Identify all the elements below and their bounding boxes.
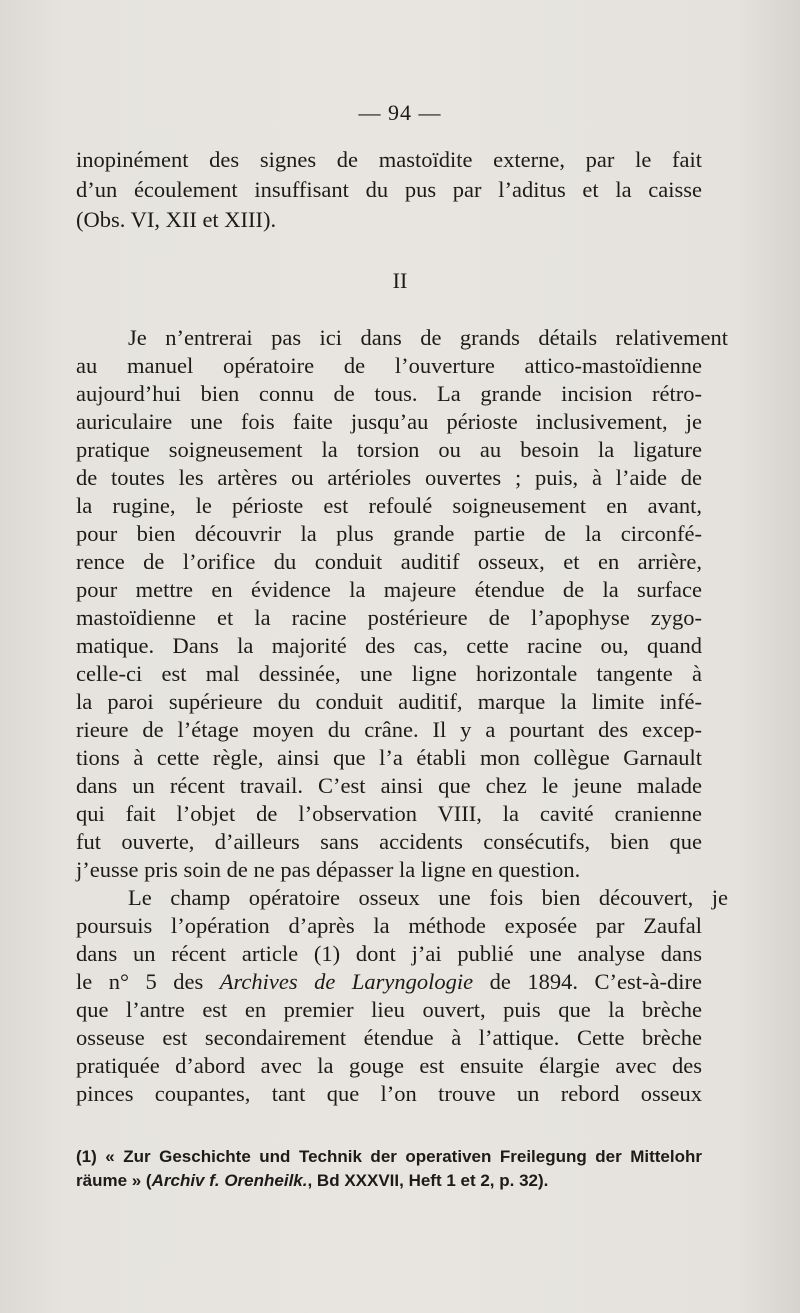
text-line: osseuse est secondairement étendue à l’attique. Cette brèche (76, 1025, 702, 1050)
text-line: fut ouverte, d’ailleurs sans accidents consécutifs, bien que (76, 829, 702, 854)
text-line: inopinément des signes de mastoïdite externe, par le fait (76, 147, 702, 172)
text-line (76, 968, 702, 995)
text-line: dans un récent travail. C’est ainsi que chez le jeune malade (76, 773, 702, 798)
text-line: celle-ci est mal dessinée, une ligne horizontale tangente à (76, 661, 702, 686)
footnote-line (76, 1146, 702, 1168)
text-line: poursuis l’opération d’après la méthode exposée par Zaufal (76, 913, 702, 938)
text-line: tions à cette règle, ainsi que l’a établi mon collègue Garnault (76, 745, 702, 770)
text-line: la rugine, le périoste est refoulé soigneusement en avant, (76, 493, 702, 518)
text-line: dans un récent article (1) dont j’ai publié une analyse dans (76, 941, 702, 966)
text-line: (Obs. VI, XII et XIII). (76, 207, 277, 232)
text-line: qui fait l’objet de l’observation VIII, la cavité cranienne (76, 801, 702, 826)
text-line: la paroi supérieure du conduit auditif, marque la limite infé- (76, 689, 702, 714)
journal-title: Archives de Laryngologie (219, 969, 474, 994)
text-line: pratique soigneusement la torsion ou au besoin la ligature (76, 437, 702, 462)
text-segment: le n° 5 des (76, 969, 220, 994)
text-line: matique. Dans la majorité des cas, cette racine ou, quand (76, 633, 702, 658)
text-line: auriculaire une fois faite jusqu’au périoste inclusivement, je (76, 409, 702, 434)
page-number: — 94 — (358, 100, 442, 125)
text-line: pour bien découvrir la plus grande partie de la circonfé- (76, 521, 702, 546)
text-line: Je n’entrerai pas ici dans de grands détails relativement (128, 325, 728, 350)
text-segment: de 1894. C’est-à-dire (473, 969, 702, 994)
text-line: de toutes les artères ou artérioles ouvertes ; puis, à l’aide de (76, 465, 702, 490)
text-line: que l’antre est en premier lieu ouvert, puis que la brèche (76, 997, 702, 1022)
journal-title: Archiv f. Orenheilk. (151, 1171, 308, 1190)
section-heading: II (392, 268, 408, 293)
footnote-text: räume » ( (76, 1171, 152, 1190)
text-line: au manuel opératoire de l’ouverture attico-mastoïdienne (76, 353, 702, 378)
footnote-text: , Bd XXXVII, Heft 1 et 2, p. 32). (307, 1171, 549, 1190)
footnote-line (76, 1170, 702, 1192)
text-line: mastoïdienne et la racine postérieure de l’apophyse zygo- (76, 605, 702, 630)
text-line: pinces coupantes, tant que l’on trouve un rebord osseux (76, 1081, 702, 1106)
text-line: rieure de l’étage moyen du crâne. Il y a pourtant des excep- (76, 717, 702, 742)
text-line: d’un écoulement insuffisant du pus par l’aditus et la caisse (76, 177, 702, 202)
text-line: j’eusse pris soin de ne pas dépasser la ligne en question. (76, 857, 581, 882)
text-line: pratiquée d’abord avec la gouge est ensuite élargie avec des (76, 1053, 702, 1078)
text-line: pour mettre en évidence la majeure étendue de la surface (76, 577, 702, 602)
text-line: Le champ opératoire osseux une fois bien découvert, je (128, 885, 728, 910)
footnote-text: (1) « Zur Geschichte und Technik der operativen Freilegung der Mittelohr (76, 1147, 702, 1166)
text-line: aujourd’hui bien connu de tous. La grande incision rétro- (76, 381, 702, 406)
text-line: rence de l’orifice du conduit auditif osseux, et en arrière, (76, 549, 702, 574)
